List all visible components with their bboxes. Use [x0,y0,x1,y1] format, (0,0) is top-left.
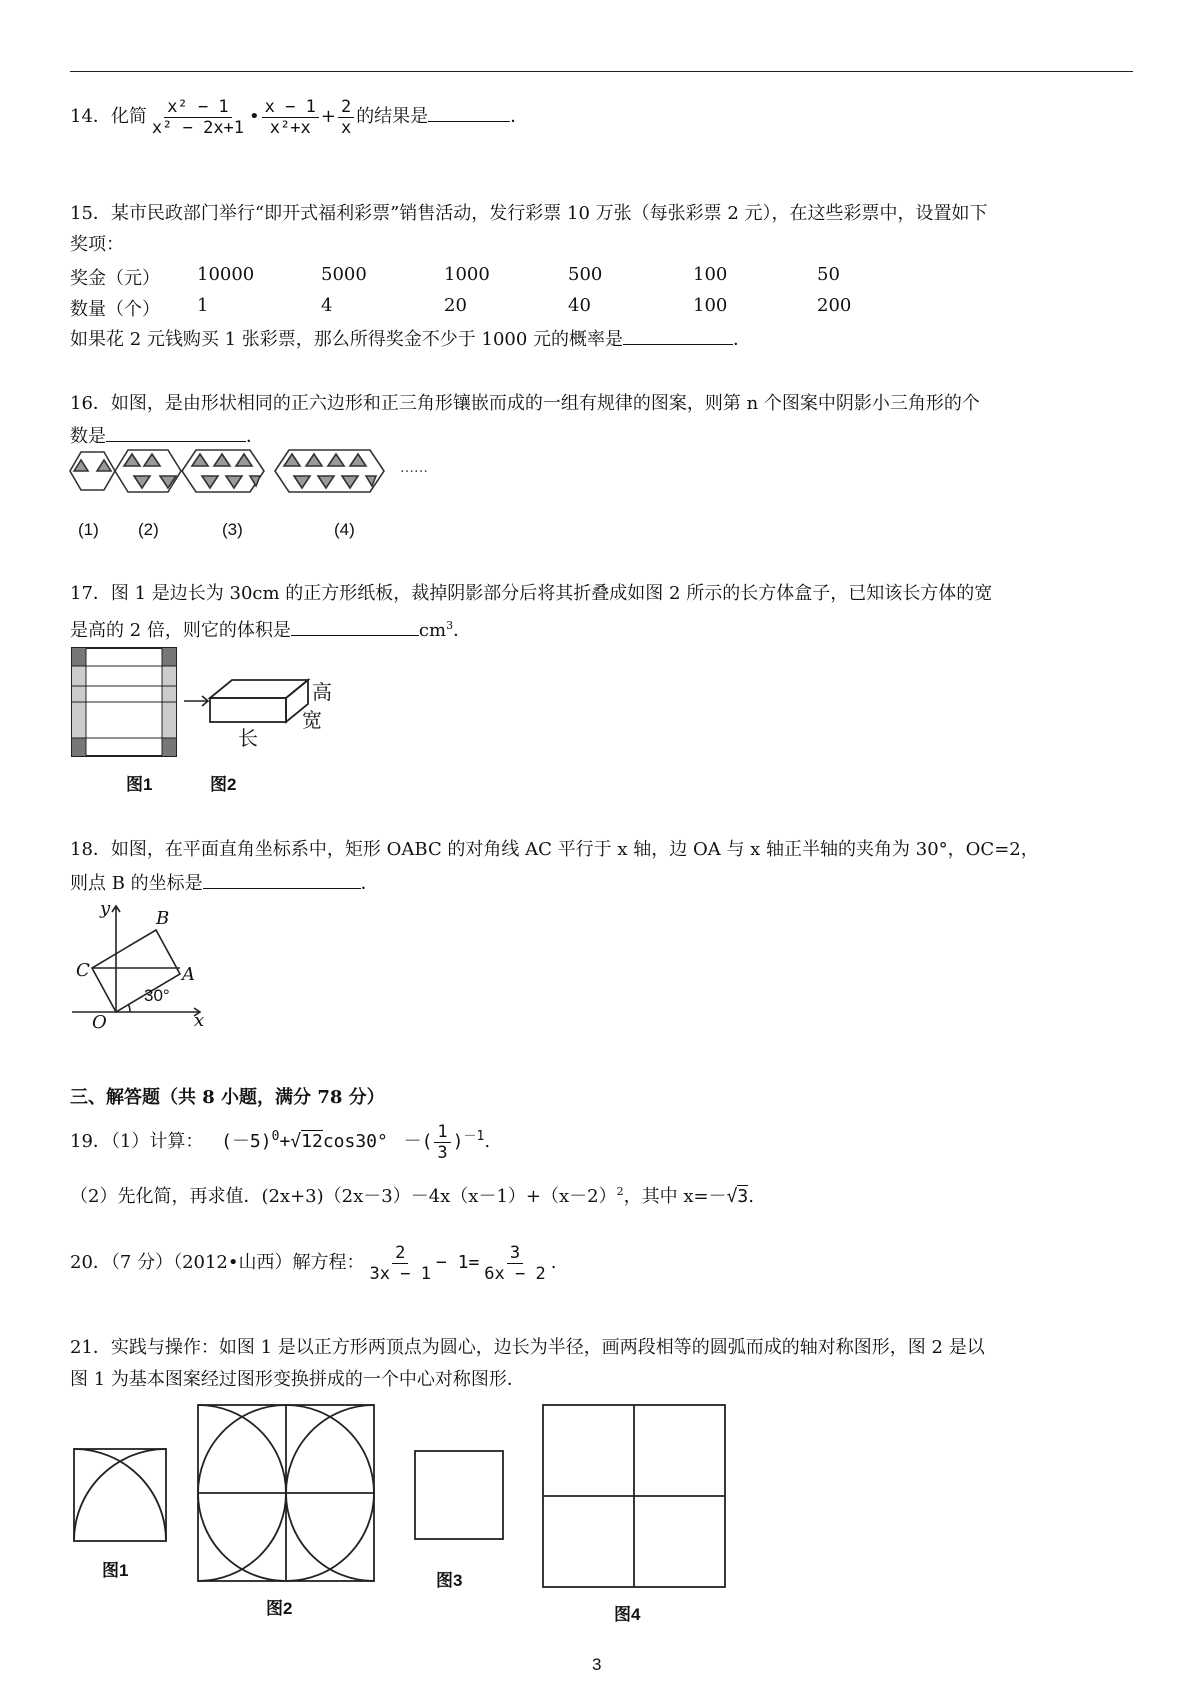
square-board-figure [72,648,178,758]
question-14: 14．化简 $\frac{\text{x² − 1}}{\text{x² − 2x+1}}$ • $\frac{x - 1}{\text{x²+x}}$ + $\frac{2}{x}$ 的结果是 ． [70,96,529,138]
figure-2-central-symmetric [197,1404,377,1584]
question-19-part-1: 19．（1）计算： $(-5)^0+√12\cos 30^\circ$ －( $\frac{1}{3}$ )$^{-1}$. [70,1121,491,1163]
sqrt-symbol: √ [726,1186,738,1207]
cuboid-box-figure [210,676,310,726]
pattern-label-3: (3) [222,520,243,539]
sqrt-symbol: √ [290,1131,302,1152]
figure-1-caption: 图1 [102,1561,129,1580]
table-cell: 4 [321,295,333,316]
header-rule [70,71,1133,72]
section-3-heading: 三、解答题（共 8 小题，满分 78 分） [70,1087,385,1108]
figure-3-empty-square [414,1450,506,1542]
pattern-ellipsis: …… [400,460,428,476]
table-cell: 5000 [321,264,367,285]
table-cell: 500 [568,264,603,285]
q20-fraction-2: $\frac{3}{6x - 2}$ [484,1242,546,1284]
table-cell: 数量（个） [70,299,160,320]
hexagon-2 [115,450,181,492]
q14-fraction-3: $\frac{2}{x}$ [338,97,354,138]
q14-suffix: 的结果是 [356,106,429,127]
table-cell: 1 [197,295,209,316]
q14-fraction-2: $\frac{x - 1}{\text{x²+x}}$ [262,97,319,138]
q14-prefix: 14．化简 [70,106,147,127]
question-16-line-2: 数是 ． [70,423,264,449]
table-cell: 20 [444,295,467,316]
q15-answer-blank [623,326,733,345]
q14-plus: + [320,106,336,127]
question-21-line-2: 图 1 为基本图案经过图形变换拼成的一个中心对称图形． [70,1369,525,1390]
point-a-label: A [182,964,195,985]
q19-fraction: $\frac{1}{3}$ [434,1122,450,1163]
question-20: 20．（7 分）（2012•山西）解方程： $\frac{2}{3x - 1}$ − 1= $\frac{3}{6x - 2}$ . [70,1242,557,1284]
question-21-line-1: 21．实践与操作：如图 1 是以正方形两顶点为圆心，边长为半径，画两段相等的圆弧而成的轴对称图形，图 2 是以 [70,1337,985,1358]
point-c-label: C [76,960,90,981]
angle-label: 30° [144,986,170,1005]
q20-fraction-1: $\frac{2}{3x - 1}$ [369,1242,431,1284]
table-cell: 1000 [444,264,490,285]
table-cell: 40 [568,295,591,316]
axis-x-label: x [194,1010,205,1031]
origin-label: O [92,1012,107,1033]
table-cell: 10000 [197,264,255,285]
point-b-label: B [156,908,170,929]
table-cell: 200 [817,295,852,316]
figure-3-caption: 图3 [436,1571,463,1590]
q17-answer-blank [291,617,419,636]
figure-2-caption: 图2 [210,775,237,794]
figure-4-caption: 图4 [614,1605,641,1624]
question-16-line-1: 16．如图，是由形状相同的正六边形和正三角形镶嵌而成的一组有规律的图案，则第 n 个图案中阴影小三角形的个 [70,393,980,414]
q16-answer-blank [106,423,246,442]
q14-answer-blank [428,103,510,122]
page-number: 3 [592,1655,602,1674]
question-15-line-2: 奖项： [70,234,124,255]
box-height-label: 高 [312,682,332,704]
pattern-label-4: (4) [334,520,355,539]
box-width-label: 宽 [302,710,322,732]
pattern-label-1: (1) [78,520,99,539]
box-length-label: 长 [238,728,258,750]
question-18-line-1: 18．如图，在平面直角坐标系中，矩形 OABC 的对角线 AC 平行于 x 轴，边 OA 与 x 轴正半轴的夹角为 30°，OC=2， [70,839,1039,860]
q18-answer-blank [203,870,361,889]
question-17-line-1: 17．图 1 是边长为 30cm 的正方形纸板，裁掉阴影部分后将其折叠成如图 2 所示的长方体盒子，已知该长方体的宽 [70,583,993,604]
table-cell: 奖金（元） [70,268,160,289]
question-17-line-2: 是高的 2 倍，则它的体积是 $cm^3$． [70,619,472,641]
q14-dot: • [249,106,260,127]
table-cell: 50 [817,264,840,285]
figure-2-caption: 图2 [266,1599,293,1618]
q14-fraction-1: $\frac{\text{x² − 1}}{\text{x² − 2x+1}}$ [151,96,245,138]
question-19-part-2: （2）先化简，再求值．$(2x+3)(2x-3)-4x(x-1)+(x-2)^2$，其中 x=－√3. [70,1185,754,1207]
arrow-icon [184,694,212,708]
pattern-label-2: (2) [138,520,159,539]
question-15-line-1: 15．某市民政部门举行“即开式福利彩票”销售活动，发行彩票 10 万张（每张彩票 2 元），在这些彩票中，设置如下 [70,203,988,224]
table-cell: 100 [693,264,728,285]
figure-4-grid-square [542,1404,728,1590]
axis-y-label: y [100,898,111,919]
question-15-question: 如果花 2 元钱购买 1 张彩票，那么所得奖金不少于 1000 元的概率是 ． [70,326,751,352]
table-cell: 100 [693,295,728,316]
question-18-line-2: 则点 B 的坐标是 ． [70,870,379,896]
figure-1-caption: 图1 [126,775,153,794]
figure-1-arc-square [73,1448,169,1544]
